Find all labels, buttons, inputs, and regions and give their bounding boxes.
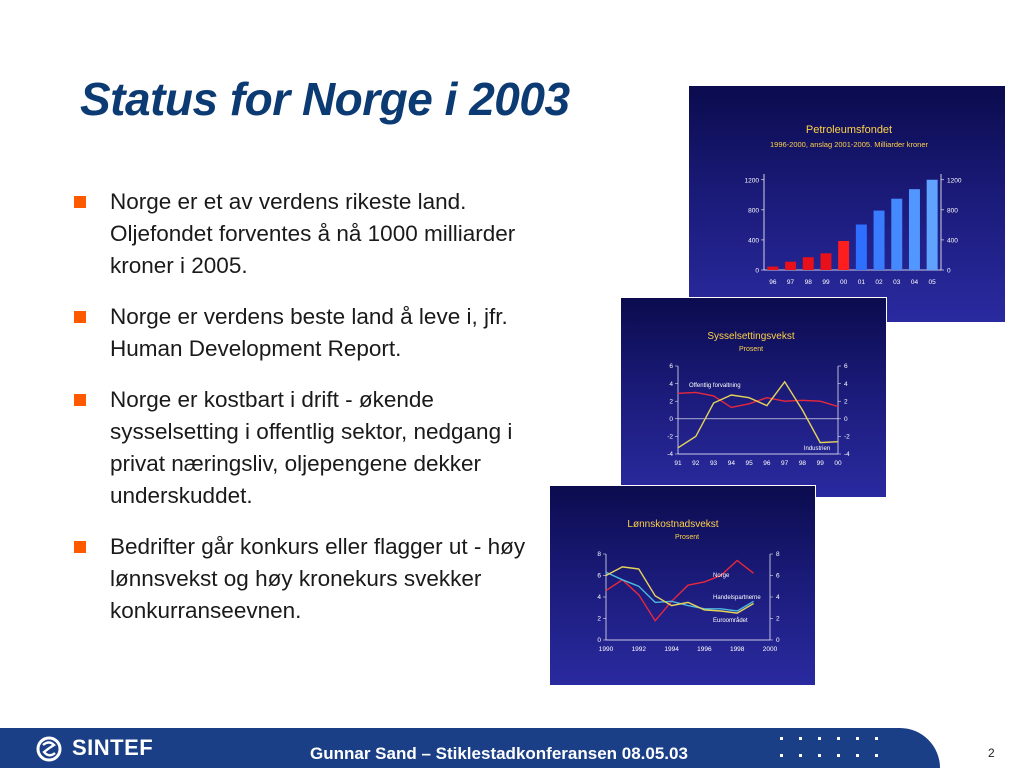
x-tick-label: 92 [692, 460, 700, 467]
x-tick-label: 2000 [762, 646, 778, 653]
x-tick-label: 97 [786, 279, 795, 286]
chart-subtitle: Prosent [738, 346, 764, 353]
series-label: Offentlig forvaltning [689, 383, 741, 389]
chart-title: Sysselsettingsvekst [707, 331, 795, 342]
bar [874, 211, 885, 270]
bullet-text: Norge er kostbart i drift - økende sysselsetting i offentlig sektor, nedgang i privat næringsliv, oljepengene dekker underskuddet. [110, 387, 513, 508]
y-tick-label: 8 [597, 551, 601, 559]
bar [856, 225, 867, 270]
series-label: Norge [713, 573, 730, 579]
x-tick-label: 1996 [697, 646, 712, 653]
x-tick-label: 99 [816, 460, 824, 467]
y-tick-label: 0 [755, 267, 759, 275]
dot-grid-icon [778, 732, 888, 764]
series-line [606, 572, 754, 611]
x-tick-label: 94 [727, 460, 735, 467]
y-tick-label: 400 [748, 237, 759, 245]
y-tick-label-right: 2 [776, 615, 780, 623]
series-line [678, 382, 838, 448]
x-tick-label: 95 [745, 460, 753, 467]
series-line [606, 567, 754, 613]
x-tick-label: 1992 [631, 646, 647, 653]
y-tick-label-right: 800 [947, 207, 958, 215]
y-tick-label: 4 [597, 594, 601, 602]
y-tick-label: 1200 [744, 177, 759, 185]
bullet-item [72, 186, 542, 282]
chart-title: Petroleumsfondet [805, 124, 893, 136]
y-tick-label: 0 [597, 637, 601, 645]
x-tick-label: 04 [910, 279, 919, 286]
petroleumsfondet-chart [688, 85, 1006, 323]
y-tick-label-right: 6 [844, 363, 848, 371]
bullet-text: Norge er verdens beste land å leve i, jfr. Human Development Report. [110, 304, 508, 361]
bar [785, 262, 796, 270]
page-number: 2 [988, 746, 995, 760]
series-line [678, 392, 838, 407]
x-tick-label: 01 [857, 279, 865, 286]
x-tick-label: 03 [893, 279, 901, 286]
lonnskostnadsvekst-svg [550, 486, 815, 685]
series-label: Euroområdet [713, 618, 748, 624]
bar [909, 189, 920, 270]
x-tick-label: 05 [928, 279, 936, 286]
bar [927, 180, 938, 270]
y-tick-label-right: 2 [844, 398, 848, 406]
series-label: Industrien [803, 446, 831, 452]
y-tick-label: -2 [667, 433, 673, 441]
y-tick-label-right: 8 [776, 551, 780, 559]
y-tick-label: 4 [669, 380, 673, 388]
x-tick-label: 1994 [664, 646, 679, 653]
y-tick-label-right: 0 [947, 267, 951, 275]
chart-subtitle: 1996-2000, anslag 2001-2005. Milliarder kroner [769, 140, 929, 149]
x-tick-label: 96 [769, 279, 777, 286]
bar [803, 257, 814, 270]
y-tick-label-right: 1200 [947, 177, 962, 185]
x-tick-label: 00 [834, 460, 842, 467]
y-tick-label-right: 6 [776, 572, 780, 580]
x-tick-label: 02 [875, 279, 883, 286]
x-tick-label: 96 [763, 460, 771, 467]
x-tick-label: 99 [822, 279, 830, 286]
sysselsettingsvekst-svg [621, 298, 886, 497]
y-tick-label: 2 [597, 615, 601, 623]
y-tick-label: 2 [669, 398, 673, 406]
series-label: Handelspartnerne [713, 595, 761, 601]
square-bullet-icon [74, 541, 86, 553]
bullet-item [72, 301, 542, 365]
bar [820, 253, 831, 270]
slide-title: Status for Norge i 2003 [80, 73, 570, 125]
y-tick-label: 6 [597, 572, 601, 580]
sintef-logo-icon [36, 736, 66, 762]
bullet-text: Norge er et av verdens rikeste land. Oljefondet forventes å nå 1000 milliarder kroner i 2005. [110, 189, 516, 278]
y-tick-label: 0 [669, 416, 673, 423]
bullet-item [72, 384, 542, 512]
bullet-text: Bedrifter går konkurs eller flagger ut - høy lønnsvekst og høy kronekurs svekker konkurranseevnen. [110, 534, 526, 623]
bar [891, 199, 902, 270]
x-tick-label: 91 [674, 460, 682, 467]
square-bullet-icon [74, 311, 86, 323]
x-tick-label: 98 [798, 460, 807, 467]
y-tick-label: 6 [669, 363, 673, 371]
chart-subtitle: Prosent [674, 534, 700, 541]
x-tick-label: 00 [840, 279, 848, 286]
bullet-item [72, 531, 542, 627]
y-tick-label-right: 4 [844, 380, 848, 388]
y-tick-label: 800 [748, 207, 759, 215]
logo-text: SINTEF [72, 735, 154, 760]
y-tick-label: -4 [667, 451, 673, 459]
y-tick-label-right: 0 [776, 637, 780, 645]
x-tick-label: 1998 [729, 646, 745, 653]
x-tick-label: 1990 [598, 646, 614, 653]
x-tick-label: 98 [804, 279, 812, 286]
square-bullet-icon [74, 394, 86, 406]
x-tick-label: 97 [781, 460, 789, 467]
sysselsettingsvekst-chart [620, 297, 887, 498]
presenter-text: Gunnar Sand – Stiklestadkonferansen 08.05.03 [310, 744, 688, 763]
bullet-list [72, 186, 542, 646]
footer [0, 728, 1024, 768]
y-tick-label-right: -2 [844, 433, 850, 441]
square-bullet-icon [74, 196, 86, 208]
y-tick-label-right: 0 [844, 416, 848, 423]
bar [767, 267, 778, 270]
petroleumsfondet-svg [689, 86, 1005, 322]
y-tick-label-right: 4 [776, 594, 780, 602]
bar [838, 241, 849, 270]
y-tick-label-right: 400 [947, 237, 958, 245]
lonnskostnadsvekst-chart [549, 485, 816, 686]
y-tick-label-right: -4 [844, 451, 850, 459]
x-tick-label: 93 [709, 460, 718, 467]
chart-title: Lønnskostnadsvekst [627, 519, 719, 530]
